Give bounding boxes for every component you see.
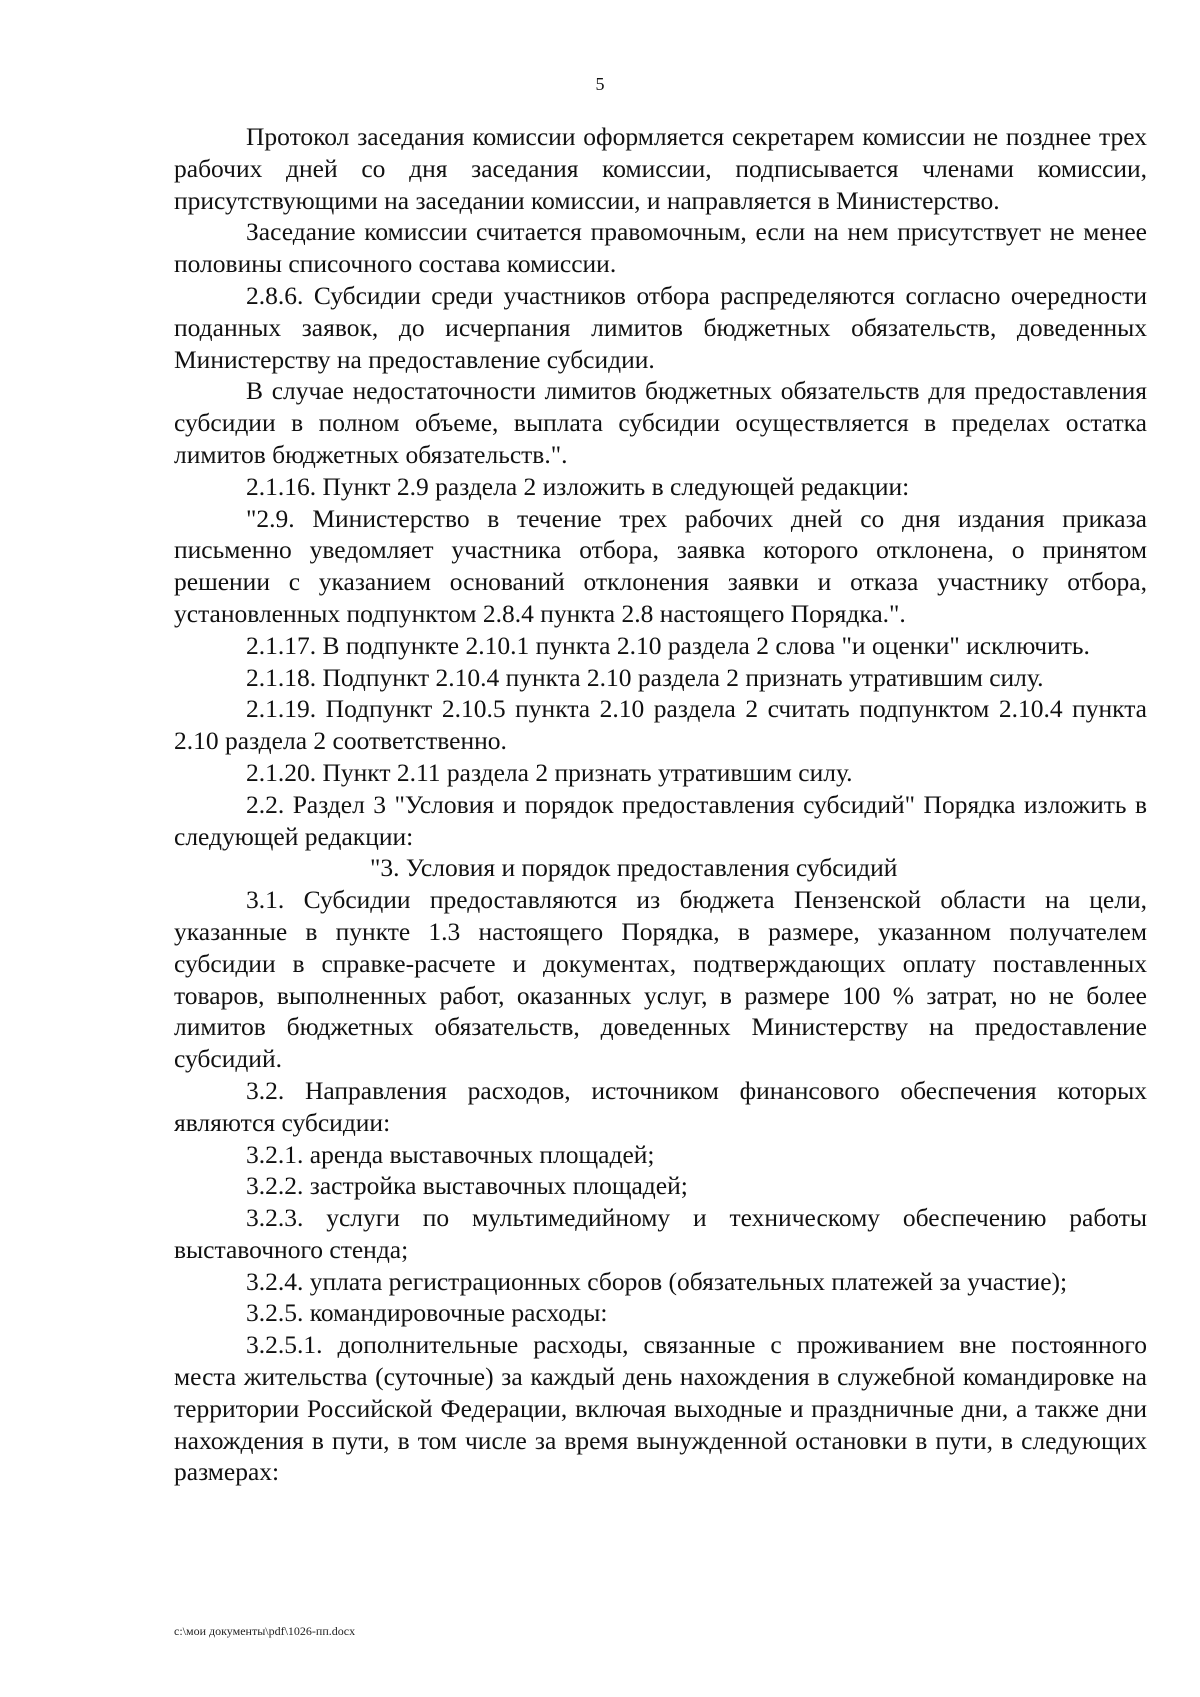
paragraph: Протокол заседания комиссии оформляется секретарем комиссии не позднее трех рабочих дней со дня заседания комиссии, подписывается членами комиссии, присутствующими на заседании комиссии, и направляется в Министерство.	[174, 122, 1147, 215]
paragraph: 3.2.5. командировочные расходы:	[246, 1298, 608, 1328]
paragraph: 2.1.19. Подпункт 2.10.5 пункта 2.10 раздела 2 считать подпунктом 2.10.4 пункта 2.10 раздела 2 соответственно.	[174, 694, 1147, 756]
paragraph: 2.2. Раздел 3 "Условия и порядок предоставления субсидий" Порядка изложить в следующей редакции:	[174, 789, 1147, 851]
paragraph: 3.2.2. застройка выставочных площадей;	[246, 1171, 688, 1201]
paragraph: 3.2.3. услуги по мультимедийному и техническому обеспечению работы выставочного стенда;	[174, 1203, 1147, 1264]
paragraph: 2.1.18. Подпункт 2.10.4 пункта 2.10 раздела 2 признать утратившим силу.	[246, 662, 1044, 692]
file-path-footer: c:\мои документы\pdf\1026-пп.docx	[174, 1624, 356, 1638]
paragraph: 2.1.16. Пункт 2.9 раздела 2 изложить в следующей редакции:	[246, 471, 910, 501]
document-body	[174, 121, 1147, 1488]
paragraph: 2.8.6. Субсидии среди участников отбора распределяются согласно очередности поданных заявок, до исчерпания лимитов бюджетных обязательств, доведенных Министерству на предоставление субсидии.	[174, 280, 1147, 374]
paragraph: 3.2.1. аренда выставочных площадей;	[246, 1139, 655, 1169]
paragraph: В случае недостаточности лимитов бюджетных обязательств для предоставления субсидии в полном объеме, выплата субсидии осуществляется в пределах остатка лимитов бюджетных обязательств.".	[174, 376, 1147, 469]
paragraph: 3.2.4. уплата регистрационных сборов (обязательных платежей за участие);	[246, 1266, 1068, 1296]
paragraph: 3.2.5.1. дополнительные расходы, связанные с проживанием вне постоянного места жительства (суточные) за каждый день нахождения в служебной командировке на территории Российской Федерации, включая выходные и праздничные дни, а также дни нахождения в пути, в том числе за время вынужденной остановки в пути, в следующих размерах:	[174, 1330, 1147, 1487]
paragraph: "2.9. Министерство в течение трех рабочих дней со дня издания приказа письменно уведомляет участника отбора, заявка которого отклонена, о принятом решении с указанием оснований отклонения заявки и отказа участнику отбора, установленных подпунктом 2.8.4 пункта 2.8 настоящего Порядка.".	[174, 503, 1147, 628]
section-heading: "3. Условия и порядок предоставления субсидий	[370, 853, 898, 883]
paragraph: Заседание комиссии считается правомочным, если на нем присутствует не менее половины списочного состава комиссии.	[174, 217, 1147, 279]
paragraph: 3.1. Субсидии предоставляются из бюджета Пензенской области на цели, указанные в пункте 1.3 настоящего Порядка, в размере, указанном получателем субсидии в справке-расчете и документах, подтверждающих оплату поставленных товаров, выполненных работ, оказанных услуг, в размере 100 % затрат, но не более лимитов бюджетных обязательств, доведенных Министерству на предоставление субсидий.	[174, 885, 1147, 1074]
paragraph: 2.1.17. В подпункте 2.10.1 пункта 2.10 раздела 2 слова "и оценки" исключить.	[246, 630, 1090, 660]
paragraph: 2.1.20. Пункт 2.11 раздела 2 признать утратившим силу.	[246, 757, 853, 787]
paragraph: 3.2. Направления расходов, источником финансового обеспечения которых являются субсидии:	[174, 1075, 1147, 1137]
page-number: 5	[595, 74, 605, 94]
